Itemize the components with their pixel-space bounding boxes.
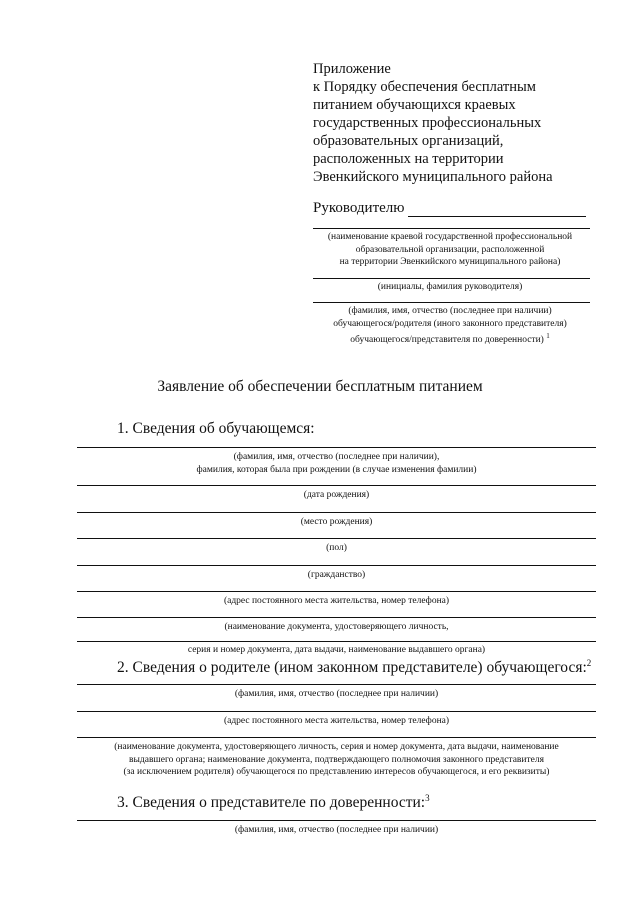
parent-document-blank[interactable] — [77, 737, 596, 738]
applicant-name-blank[interactable] — [313, 302, 590, 303]
parent-name-blank[interactable] — [77, 684, 596, 685]
birth-date-caption: (дата рождения) — [303, 490, 370, 500]
addressee-label: Руководителю — [313, 200, 405, 216]
parent-document-caption — [77, 741, 596, 779]
caption-line: (фамилия, имя, отчество (последнее при наличии) — [348, 306, 552, 316]
parent-name-caption: (фамилия, имя, отчество (последнее при наличии) — [234, 689, 439, 699]
caption-line: (наименование документа, удостоверяющего личность, серия и номер документа, дата выдачи, наименование — [114, 742, 559, 752]
id-document-blank[interactable] — [77, 617, 596, 618]
address-caption: (адрес постоянного места жительства, номер телефона) — [223, 596, 450, 606]
student-name-blank[interactable] — [77, 447, 596, 448]
citizenship-caption: (гражданство) — [307, 570, 366, 580]
section2-heading: 2. Сведения о родителе (ином законном представителе) обучающегося:$^2$ — [117, 658, 592, 677]
citizenship-blank[interactable] — [77, 565, 596, 566]
header-line: расположенных на территории — [313, 151, 504, 167]
caption-line: (фамилия, имя, отчество (последнее при наличии), — [233, 452, 440, 462]
applicant-caption — [300, 305, 600, 347]
header-line: образовательных организаций, — [313, 133, 504, 149]
id-document-blank-2[interactable] — [77, 641, 596, 642]
student-name-caption — [77, 451, 596, 476]
birth-date-blank[interactable] — [77, 485, 596, 486]
caption-line: (за исключением родителя) обучающегося по представлению интересов обучающегося, и его реквизиты) — [123, 767, 550, 777]
header-line: Приложение — [313, 61, 391, 77]
proxy-name-caption: (фамилия, имя, отчество (последнее при наличии) — [234, 825, 439, 835]
caption-line: образовательной организации, расположенной — [355, 244, 545, 255]
header-line: Эвенкийского муниципального района — [313, 169, 553, 185]
id-document-caption-cont: серия и номер документа, дата выдачи, наименование выдавшего органа) — [187, 645, 486, 655]
head-caption: (инициалы, фамилия руководителя) — [377, 282, 523, 292]
addressee-blank[interactable] — [408, 202, 586, 217]
caption-line: обучающегося/родителя (иного законного представителя) — [333, 318, 567, 329]
section1-heading: 1. Сведения об обучающемся: — [117, 420, 315, 437]
footnote-mark: 3 — [425, 793, 430, 803]
caption-line: на территории Эвенкийского муниципального района) — [339, 257, 561, 267]
org-caption — [300, 231, 600, 269]
caption-line: выдавшего органа; наименование документа, подтверждающего полномочия законного представителя — [129, 754, 544, 765]
gender-blank[interactable] — [77, 538, 596, 539]
header-line: государственных профессиональных — [313, 115, 542, 131]
caption-line: (наименование краевой государственной профессиональной — [327, 232, 573, 242]
footnote-mark: 1 — [546, 332, 550, 340]
caption-line: фамилия, которая была при рождении (в случае изменения фамилии) — [196, 464, 477, 475]
parent-address-blank[interactable] — [77, 711, 596, 712]
parent-address-caption: (адрес постоянного места жительства, номер телефона) — [223, 716, 450, 726]
caption-line: обучающегося/представителя по доверенности) $^1$ — [350, 332, 550, 346]
document-title: Заявление об обеспечении бесплатным питанием — [157, 378, 483, 395]
header-line: к Порядку обеспечения бесплатным — [313, 79, 536, 95]
header-line: питанием обучающихся краевых — [313, 97, 516, 113]
birth-place-caption: (место рождения) — [300, 517, 373, 527]
head-name-blank[interactable] — [313, 278, 590, 279]
birth-place-blank[interactable] — [77, 512, 596, 513]
id-document-caption: (наименование документа, удостоверяющего личность, — [224, 622, 449, 632]
gender-caption: (пол) — [326, 543, 347, 553]
addressee-line — [313, 200, 586, 217]
footnote-mark: 2 — [586, 658, 592, 668]
address-blank[interactable] — [77, 591, 596, 592]
appendix-header — [313, 60, 553, 186]
section3-heading: 3. Сведения о представителе по доверенности:$^3$ — [117, 793, 430, 812]
proxy-name-blank[interactable] — [77, 820, 596, 821]
org-name-blank[interactable] — [313, 228, 590, 229]
